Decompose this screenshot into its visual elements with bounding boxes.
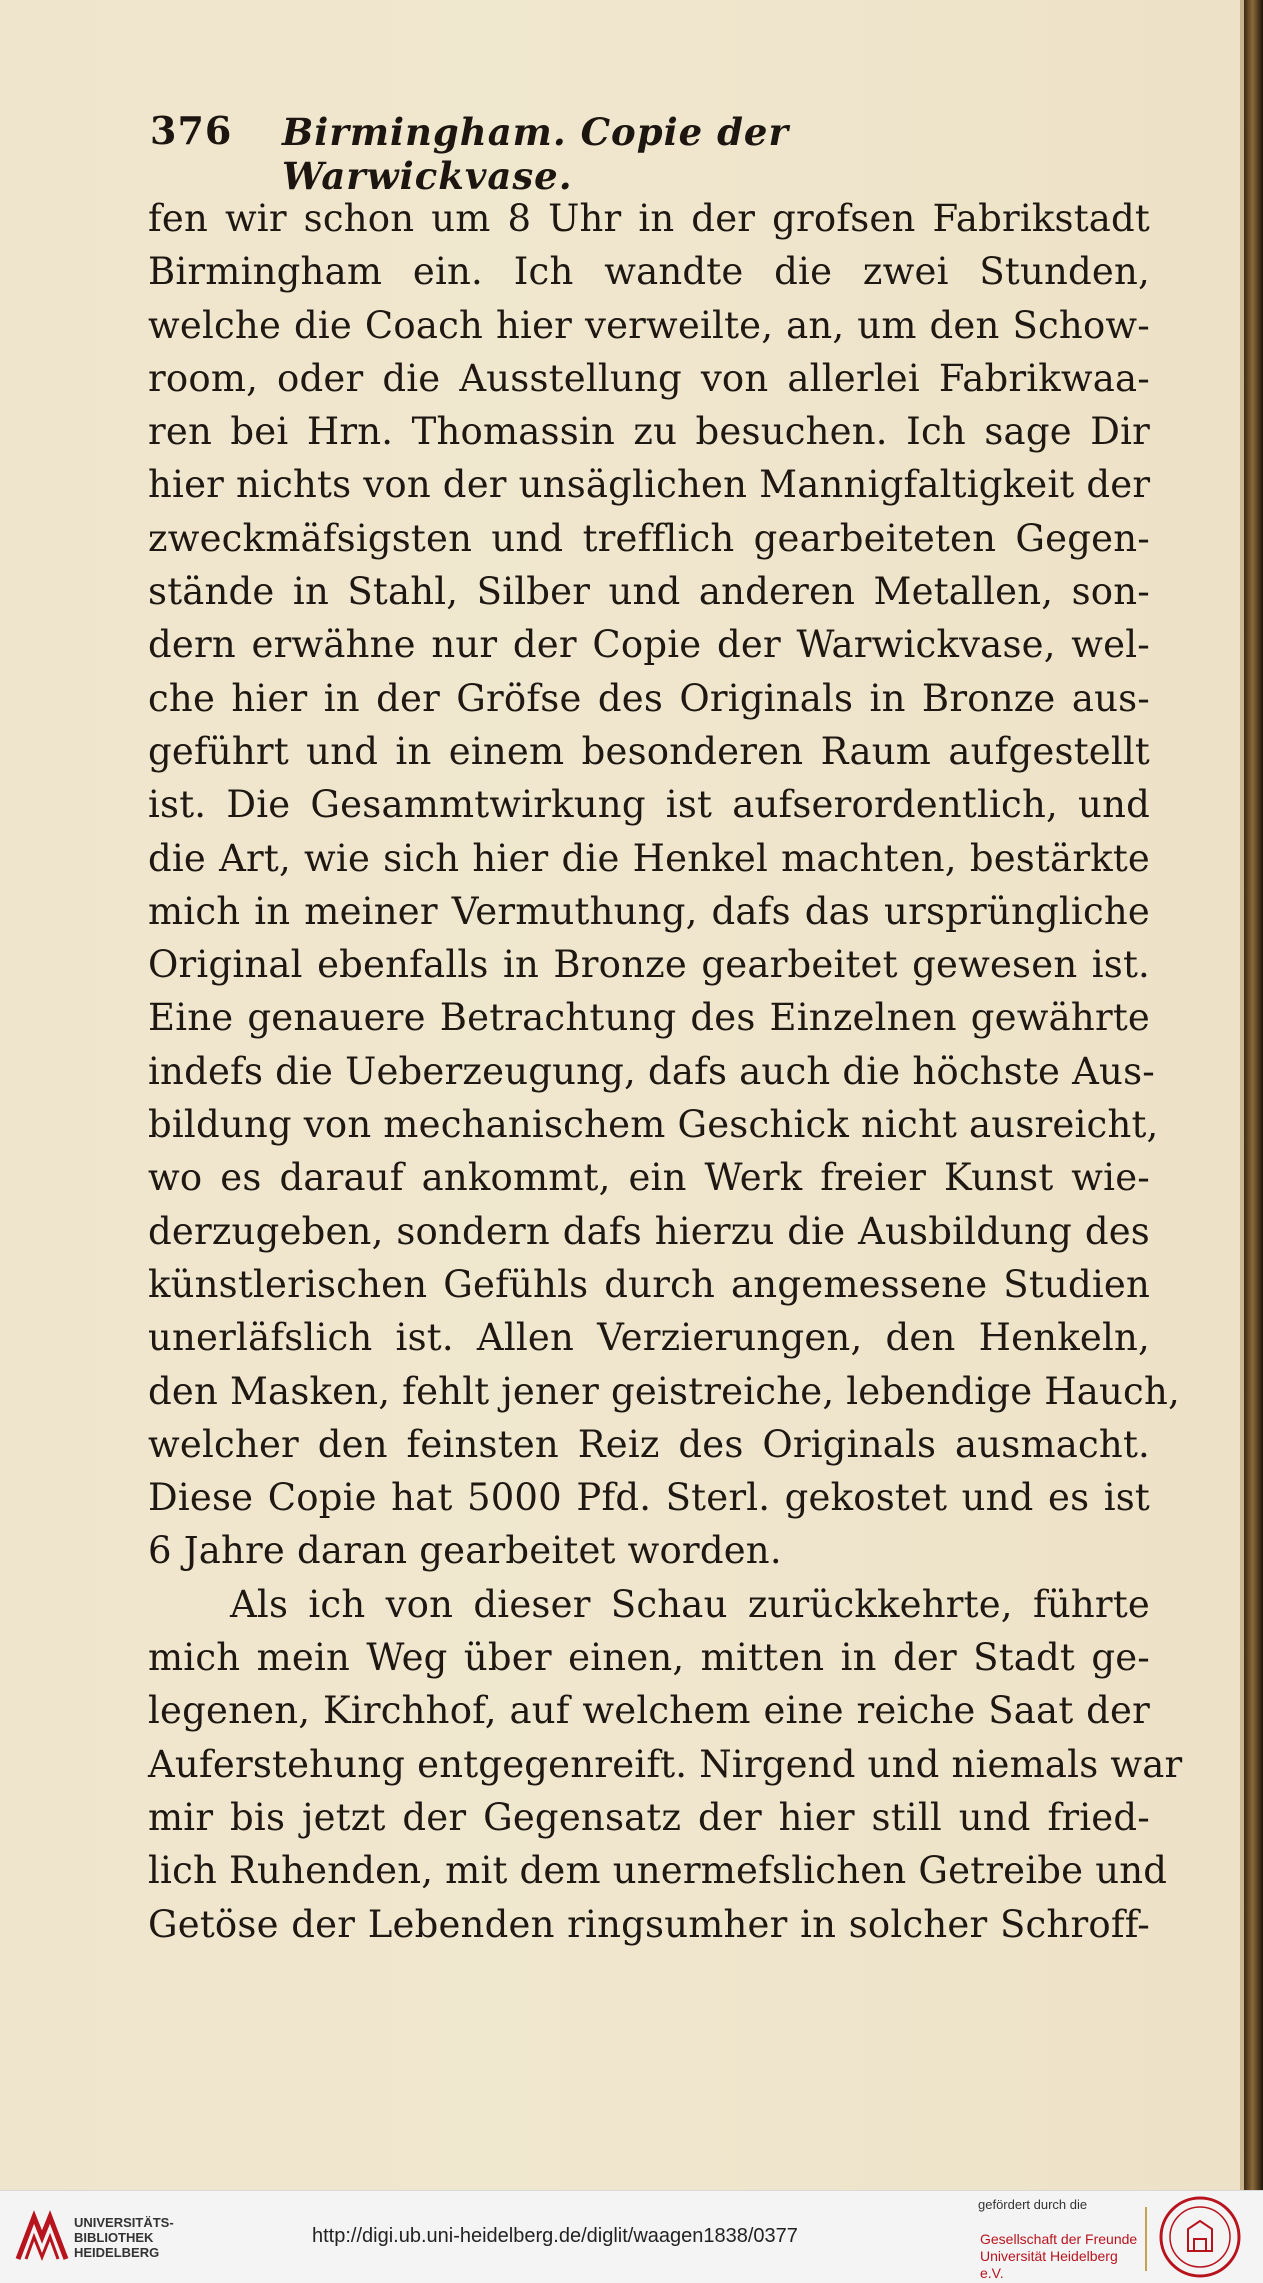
permalink-url[interactable]: http://digi.ub.uni-heidelberg.de/diglit/waagen1838/0377 [312, 2225, 798, 2247]
text-line: mich in meiner Vermuthung, dafs das ursprüngliche [148, 889, 1150, 933]
library-name-line: HEIDELBERG [74, 2245, 160, 2260]
text-line: ist. Die Gesammtwirkung ist aufserordentlich, und [148, 783, 1150, 827]
page-header [150, 108, 1050, 198]
text-line: che hier in der Gröfse des Originals in Bronze aus- [148, 676, 1150, 720]
text-line: welcher den feinsten Reiz des Originals ausmacht. [148, 1422, 1150, 1466]
text-line: ren bei Hrn. Thomassin zu besuchen. Ich sage Dir [148, 410, 1150, 454]
funded-by-label: gefördert durch die [978, 2197, 1088, 2212]
text-line: stände in Stahl, Silber und anderen Metallen, son- [148, 570, 1150, 614]
text-line: lich Ruhenden, mit dem unermefslichen Getreibe und [148, 1849, 1168, 1893]
text-line: fen wir schon um 8 Uhr in der grofsen Fabrikstadt [148, 197, 1150, 240]
text-line: mich mein Weg über einen, mitten in der Stadt ge- [148, 1636, 1150, 1680]
library-logo-icon[interactable] [12, 2207, 72, 2267]
university-seal-icon [1158, 2195, 1242, 2279]
text-line: indefs die Ueberzeugung, dafs auch die höchste Aus- [148, 1049, 1155, 1093]
text-line: bildung von mechanischem Geschick nicht ausreicht, [148, 1103, 1159, 1147]
text-line: welche die Coach hier verweilte, an, um den Schow- [148, 303, 1150, 347]
library-name[interactable] [74, 2215, 174, 2260]
text-line: künstlerischen Gefühls durch angemessene Studien [148, 1262, 1150, 1306]
library-name-line: UNIVERSITÄTS- [74, 2215, 174, 2230]
footer-bar [0, 2190, 1263, 2283]
text-line: Diese Copie hat 5000 Pfd. Sterl. gekostet und es ist [148, 1476, 1150, 1520]
text-line: Original ebenfalls in Bronze gearbeitet gewesen ist. [148, 943, 1150, 987]
society-name[interactable] [980, 2231, 1140, 2282]
text-line: die Art, wie sich hier die Henkel machten, bestärkte [148, 836, 1150, 880]
footer-divider [1145, 2207, 1147, 2271]
library-name-line: BIBLIOTHEK [74, 2230, 154, 2245]
text-line: den Masken, fehlt jener geistreiche, lebendige Hauch, [148, 1369, 1180, 1413]
text-line: hier nichts von der unsäglichen Mannigfaltigkeit der [148, 463, 1151, 507]
text-line: Als ich von dieser Schau zurückkehrte, führte [230, 1582, 1150, 1626]
society-name-line: Gesellschaft der Freunde [980, 2231, 1138, 2247]
society-name-line: Universität Heidelberg e.V. [980, 2248, 1118, 2281]
text-line: 6 Jahre daran gearbeitet worden. [148, 1529, 782, 1573]
text-line: geführt und in einem besonderen Raum aufgestellt [148, 729, 1150, 773]
text-line: legenen, Kirchhof, auf welchem eine reiche Saat der [148, 1689, 1150, 1733]
text-line: Eine genauere Betrachtung des Einzelnen gewährte [148, 996, 1150, 1040]
text-line: unerläfslich ist. Allen Verzierungen, den Henkeln, [148, 1316, 1150, 1360]
body-text [148, 192, 1183, 1951]
text-line: dern erwähne nur der Copie der Warwickvase, wel- [148, 623, 1150, 667]
text-line: derzugeben, sondern dafs hierzu die Ausbildung des [148, 1209, 1150, 1253]
text-line: wo es darauf ankommt, ein Werk freier Kunst wie- [148, 1156, 1150, 1200]
text-line: Birmingham ein. Ich wandte die zwei Stunden, [148, 250, 1150, 294]
book-spine [1244, 0, 1263, 2190]
text-line: room, oder die Ausstellung von allerlei Fabrikwaa- [148, 356, 1150, 400]
text-line: Getöse der Lebenden ringsumher in solcher Schroff- [148, 1902, 1150, 1946]
page-number: 376 [150, 108, 233, 153]
text-line: zweckmäfsigsten und trefflich gearbeiteten Gegen- [148, 516, 1150, 560]
running-title: Birmingham. Copie der Warwickvase. [282, 110, 789, 198]
text-line: Auferstehung entgegenreift. Nirgend und niemals war [148, 1742, 1183, 1786]
text-line: mir bis jetzt der Gegensatz der hier still und fried- [148, 1795, 1150, 1839]
